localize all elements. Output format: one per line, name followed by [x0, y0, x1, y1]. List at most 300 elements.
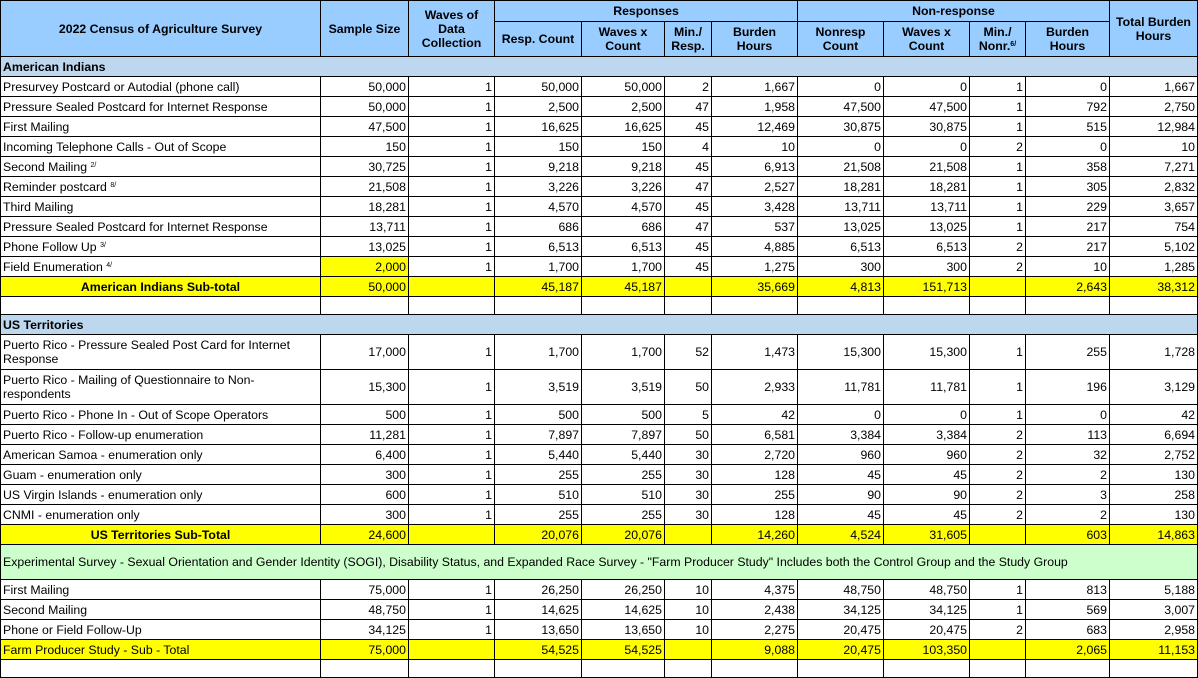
resp-count-cell: 9,218	[495, 157, 582, 177]
min-resp-cell: 47	[665, 97, 712, 117]
sample-size-cell: 6,400	[321, 445, 409, 465]
min-resp-cell: 5	[665, 405, 712, 425]
empty-cell	[665, 525, 712, 545]
nonresp-count-cell: 3,384	[798, 425, 884, 445]
sample-size-cell: 500	[321, 405, 409, 425]
nonresp-count-cell: 4,813	[798, 277, 884, 297]
min-resp-cell: 10	[665, 600, 712, 620]
min-resp-cell: 50	[665, 370, 712, 405]
table-row	[1, 335, 1198, 370]
burden-hours-cell: 14,260	[712, 525, 798, 545]
sample-size-cell: 300	[321, 465, 409, 485]
nonresp-count-cell: 21,508	[798, 157, 884, 177]
nonresp-waves-x-count-cell: 0	[884, 77, 970, 97]
sample-size-cell: 48,750	[321, 600, 409, 620]
nonresp-count-cell: 960	[798, 445, 884, 465]
sample-size-cell: 75,000	[321, 580, 409, 600]
total-burden-cell: 14,863	[1110, 525, 1198, 545]
nonresp-waves-x-count-cell: 31,605	[884, 525, 970, 545]
burden-hours-cell: 128	[712, 465, 798, 485]
min-nonr-cell: 2	[970, 505, 1026, 525]
nonresp-burden-cell: 217	[1026, 217, 1110, 237]
sample-size-cell: 75,000	[321, 640, 409, 660]
total-burden-cell: 11,153	[1110, 640, 1198, 660]
nonresp-waves-x-count-cell: 960	[884, 445, 970, 465]
nonresp-waves-x-count-cell: 300	[884, 257, 970, 277]
min-nonr-cell: 1	[970, 217, 1026, 237]
resp-count-cell: 510	[495, 485, 582, 505]
waves-x-count-cell: 26,250	[582, 580, 665, 600]
waves-x-count-cell: 3,519	[582, 370, 665, 405]
nonresp-count-cell: 47,500	[798, 97, 884, 117]
nonresp-waves-x-count-cell: 47,500	[884, 97, 970, 117]
header-sample-size: Sample Size	[321, 1, 409, 57]
empty-cell	[409, 640, 495, 660]
nonresp-burden-cell: 515	[1026, 117, 1110, 137]
waves-cell: 1	[409, 157, 495, 177]
resp-count-cell: 13,650	[495, 620, 582, 640]
min-resp-cell: 45	[665, 237, 712, 257]
burden-hours-cell: 2,275	[712, 620, 798, 640]
nonresp-count-cell: 20,475	[798, 640, 884, 660]
nonresp-waves-x-count-cell: 103,350	[884, 640, 970, 660]
burden-hours-cell: 537	[712, 217, 798, 237]
sample-size-cell: 11,281	[321, 425, 409, 445]
subtotal-label: American Indians Sub-total	[1, 277, 321, 297]
empty-cell	[970, 640, 1026, 660]
row-label: Second Mailing	[1, 600, 321, 620]
nonresp-waves-x-count-cell: 48,750	[884, 580, 970, 600]
row-label: Puerto Rico - Pressure Sealed Post Card for Internet Response	[1, 335, 321, 370]
total-burden-cell: 754	[1110, 217, 1198, 237]
table-row	[1, 370, 1198, 405]
total-burden-cell: 1,667	[1110, 77, 1198, 97]
subtotal-label: US Territories Sub-Total	[1, 525, 321, 545]
row-label: Phone or Field Follow-Up	[1, 620, 321, 640]
min-resp-cell: 30	[665, 445, 712, 465]
burden-hours-cell: 3,428	[712, 197, 798, 217]
resp-count-cell: 5,440	[495, 445, 582, 465]
table-row	[1, 117, 1198, 137]
footnote-marker: 4/	[106, 261, 113, 269]
resp-count-cell: 45,187	[495, 277, 582, 297]
section-title: Experimental Survey - Sexual Orientation and Gender Identity (SOGI), Disability Status, and Expanded Race Survey - "Farm Producer Study" Includes both the Control Group and the Study Group	[1, 545, 1198, 580]
waves-x-count-cell: 7,897	[582, 425, 665, 445]
nonresp-burden-cell: 2,643	[1026, 277, 1110, 297]
row-label: Puerto Rico - Mailing of Questionnaire to Non-respondents	[1, 370, 321, 405]
header-burden-hours: Burden Hours	[712, 22, 798, 57]
table-row	[1, 177, 1198, 197]
header-min-nonr-label: Min./ Nonr.	[978, 25, 1012, 53]
burden-hours-cell: 10	[712, 137, 798, 157]
waves-cell: 1	[409, 370, 495, 405]
section-title: US Territories	[1, 315, 1198, 335]
nonresp-burden-cell: 2	[1026, 505, 1110, 525]
header-total-burden: Total Burden Hours	[1110, 1, 1198, 57]
min-resp-cell: 10	[665, 620, 712, 640]
spacer-row	[1, 297, 1198, 315]
sample-size-cell: 50,000	[321, 97, 409, 117]
total-burden-cell: 12,984	[1110, 117, 1198, 137]
nonresp-waves-x-count-cell: 11,781	[884, 370, 970, 405]
nonresp-waves-x-count-cell: 21,508	[884, 157, 970, 177]
resp-count-cell: 3,519	[495, 370, 582, 405]
waves-x-count-cell: 1,700	[582, 335, 665, 370]
burden-hours-cell: 4,885	[712, 237, 798, 257]
min-resp-cell: 50	[665, 425, 712, 445]
nonresp-count-cell: 15,300	[798, 335, 884, 370]
header-nonresp-count: Nonresp Count	[798, 22, 884, 57]
resp-count-cell: 4,570	[495, 197, 582, 217]
min-resp-cell: 45	[665, 157, 712, 177]
row-label-text: Second Mailing	[3, 159, 88, 174]
resp-count-cell: 14,625	[495, 600, 582, 620]
nonresp-waves-x-count-cell: 151,713	[884, 277, 970, 297]
table-row	[1, 485, 1198, 505]
sample-size-cell: 21,508	[321, 177, 409, 197]
total-burden-cell: 1,728	[1110, 335, 1198, 370]
min-nonr-cell: 2	[970, 445, 1026, 465]
waves-x-count-cell: 14,625	[582, 600, 665, 620]
burden-hours-cell: 6,913	[712, 157, 798, 177]
nonresp-waves-x-count-cell: 0	[884, 405, 970, 425]
sample-size-cell: 47,500	[321, 117, 409, 137]
row-label: First Mailing	[1, 580, 321, 600]
row-label	[1, 177, 321, 197]
nonresp-count-cell: 0	[798, 137, 884, 157]
row-label: American Samoa - enumeration only	[1, 445, 321, 465]
waves-cell: 1	[409, 77, 495, 97]
resp-count-cell: 26,250	[495, 580, 582, 600]
table-row	[1, 237, 1198, 257]
empty-cell	[665, 277, 712, 297]
total-burden-cell: 3,007	[1110, 600, 1198, 620]
row-label	[1, 157, 321, 177]
min-nonr-cell: 1	[970, 405, 1026, 425]
total-burden-cell: 7,271	[1110, 157, 1198, 177]
empty-cell	[409, 277, 495, 297]
waves-x-count-cell: 20,076	[582, 525, 665, 545]
section-header-row	[1, 315, 1198, 335]
waves-cell: 1	[409, 117, 495, 137]
total-burden-cell: 38,312	[1110, 277, 1198, 297]
min-nonr-cell: 1	[970, 335, 1026, 370]
table-row	[1, 425, 1198, 445]
burden-hours-cell: 128	[712, 505, 798, 525]
burden-hours-cell: 1,667	[712, 77, 798, 97]
sample-size-cell: 13,711	[321, 217, 409, 237]
waves-x-count-cell: 54,525	[582, 640, 665, 660]
waves-x-count-cell: 9,218	[582, 157, 665, 177]
total-burden-cell: 3,129	[1110, 370, 1198, 405]
nonresp-count-cell: 45	[798, 465, 884, 485]
section-title: American Indians	[1, 57, 1198, 77]
burden-hours-cell: 1,473	[712, 335, 798, 370]
empty-cell	[970, 525, 1026, 545]
waves-x-count-cell: 3,226	[582, 177, 665, 197]
min-nonr-cell: 1	[970, 177, 1026, 197]
subtotal-row	[1, 640, 1198, 660]
nonresp-burden-cell: 0	[1026, 77, 1110, 97]
waves-cell: 1	[409, 257, 495, 277]
nonresp-waves-x-count-cell: 34,125	[884, 600, 970, 620]
resp-count-cell: 1,700	[495, 257, 582, 277]
sample-size-cell: 600	[321, 485, 409, 505]
resp-count-cell: 3,226	[495, 177, 582, 197]
footnote-marker: 6/	[1010, 41, 1017, 48]
section-header-row	[1, 545, 1198, 580]
nonresp-burden-cell: 217	[1026, 237, 1110, 257]
total-burden-cell: 130	[1110, 465, 1198, 485]
empty-cell	[409, 525, 495, 545]
resp-count-cell: 686	[495, 217, 582, 237]
resp-count-cell: 2,500	[495, 97, 582, 117]
sample-size-cell: 50,000	[321, 277, 409, 297]
header-min-nonr	[970, 22, 1026, 57]
waves-cell: 1	[409, 237, 495, 257]
waves-cell: 1	[409, 335, 495, 370]
row-label: Puerto Rico - Phone In - Out of Scope Operators	[1, 405, 321, 425]
total-burden-cell: 2,832	[1110, 177, 1198, 197]
subtotal-label: Farm Producer Study - Sub - Total	[1, 640, 321, 660]
burden-hours-cell: 2,438	[712, 600, 798, 620]
nonresp-burden-cell: 813	[1026, 580, 1110, 600]
empty-cell	[665, 640, 712, 660]
waves-cell: 1	[409, 445, 495, 465]
nonresp-waves-x-count-cell: 20,475	[884, 620, 970, 640]
nonresp-count-cell: 6,513	[798, 237, 884, 257]
min-resp-cell: 47	[665, 177, 712, 197]
empty-cell	[970, 277, 1026, 297]
row-label	[1, 237, 321, 257]
subtotal-row	[1, 277, 1198, 297]
table-row	[1, 137, 1198, 157]
sample-size-cell: 13,025	[321, 237, 409, 257]
resp-count-cell: 255	[495, 465, 582, 485]
total-burden-cell: 6,694	[1110, 425, 1198, 445]
min-resp-cell: 45	[665, 197, 712, 217]
min-nonr-cell: 2	[970, 465, 1026, 485]
header-responses: Responses	[495, 1, 798, 22]
row-label: Pressure Sealed Postcard for Internet Response	[1, 217, 321, 237]
table-row	[1, 465, 1198, 485]
burden-hours-cell: 1,275	[712, 257, 798, 277]
row-label-text: Reminder postcard	[3, 179, 107, 194]
total-burden-cell: 2,752	[1110, 445, 1198, 465]
waves-cell: 1	[409, 405, 495, 425]
resp-count-cell: 255	[495, 505, 582, 525]
section-header-row	[1, 57, 1198, 77]
sample-size-cell: 150	[321, 137, 409, 157]
min-resp-cell: 52	[665, 335, 712, 370]
footnote-marker: 2/	[90, 161, 97, 169]
nonresp-burden-cell: 358	[1026, 157, 1110, 177]
sample-size-cell: 18,281	[321, 197, 409, 217]
nonresp-count-cell: 13,711	[798, 197, 884, 217]
total-burden-cell: 10	[1110, 137, 1198, 157]
min-nonr-cell: 1	[970, 97, 1026, 117]
nonresp-burden-cell: 2,065	[1026, 640, 1110, 660]
row-label: First Mailing	[1, 117, 321, 137]
waves-x-count-cell: 150	[582, 137, 665, 157]
row-label-text: Field Enumeration	[3, 259, 103, 274]
min-nonr-cell: 2	[970, 485, 1026, 505]
row-label: Pressure Sealed Postcard for Internet Response	[1, 97, 321, 117]
waves-x-count-cell: 50,000	[582, 77, 665, 97]
nonresp-burden-cell: 229	[1026, 197, 1110, 217]
nonresp-waves-x-count-cell: 6,513	[884, 237, 970, 257]
min-resp-cell: 4	[665, 137, 712, 157]
total-burden-cell: 42	[1110, 405, 1198, 425]
burden-hours-cell: 2,527	[712, 177, 798, 197]
nonresp-waves-x-count-cell: 90	[884, 485, 970, 505]
min-nonr-cell: 2	[970, 257, 1026, 277]
min-resp-cell: 47	[665, 217, 712, 237]
total-burden-cell: 130	[1110, 505, 1198, 525]
waves-x-count-cell: 6,513	[582, 237, 665, 257]
waves-x-count-cell: 255	[582, 465, 665, 485]
min-resp-cell: 2	[665, 77, 712, 97]
row-label: Third Mailing	[1, 197, 321, 217]
total-burden-cell: 258	[1110, 485, 1198, 505]
sample-size-cell: 34,125	[321, 620, 409, 640]
waves-cell: 1	[409, 505, 495, 525]
nonresp-burden-cell: 792	[1026, 97, 1110, 117]
waves-x-count-cell: 255	[582, 505, 665, 525]
resp-count-cell: 6,513	[495, 237, 582, 257]
table-row	[1, 580, 1198, 600]
waves-x-count-cell: 510	[582, 485, 665, 505]
resp-count-cell: 1,700	[495, 335, 582, 370]
burden-hours-cell: 6,581	[712, 425, 798, 445]
burden-hours-cell: 9,088	[712, 640, 798, 660]
table-row	[1, 405, 1198, 425]
row-label: Presurvey Postcard or Autodial (phone call)	[1, 77, 321, 97]
header-waves-x-count: Waves x Count	[582, 22, 665, 57]
resp-count-cell: 54,525	[495, 640, 582, 660]
table-row	[1, 257, 1198, 277]
row-label	[1, 257, 321, 277]
row-label: Incoming Telephone Calls - Out of Scope	[1, 137, 321, 157]
total-burden-cell: 3,657	[1110, 197, 1198, 217]
nonresp-waves-x-count-cell: 30,875	[884, 117, 970, 137]
nonresp-burden-cell: 3	[1026, 485, 1110, 505]
waves-x-count-cell: 1,700	[582, 257, 665, 277]
header-min-resp: Min./ Resp.	[665, 22, 712, 57]
nonresp-count-cell: 18,281	[798, 177, 884, 197]
min-nonr-cell: 1	[970, 197, 1026, 217]
nonresp-count-cell: 0	[798, 405, 884, 425]
nonresp-count-cell: 11,781	[798, 370, 884, 405]
total-burden-cell: 2,958	[1110, 620, 1198, 640]
nonresp-count-cell: 48,750	[798, 580, 884, 600]
table-row	[1, 505, 1198, 525]
nonresp-burden-cell: 113	[1026, 425, 1110, 445]
min-resp-cell: 45	[665, 257, 712, 277]
burden-hours-cell: 255	[712, 485, 798, 505]
nonresp-count-cell: 13,025	[798, 217, 884, 237]
nonresp-waves-x-count-cell: 13,711	[884, 197, 970, 217]
header-resp-count: Resp. Count	[495, 22, 582, 57]
table-row	[1, 157, 1198, 177]
row-label: Guam - enumeration only	[1, 465, 321, 485]
waves-x-count-cell: 500	[582, 405, 665, 425]
nonresp-burden-cell: 569	[1026, 600, 1110, 620]
waves-x-count-cell: 2,500	[582, 97, 665, 117]
sample-size-cell: 50,000	[321, 77, 409, 97]
nonresp-count-cell: 90	[798, 485, 884, 505]
resp-count-cell: 7,897	[495, 425, 582, 445]
min-nonr-cell: 2	[970, 137, 1026, 157]
min-nonr-cell: 1	[970, 370, 1026, 405]
min-resp-cell: 45	[665, 117, 712, 137]
waves-x-count-cell: 5,440	[582, 445, 665, 465]
sample-size-cell: 300	[321, 505, 409, 525]
waves-cell: 1	[409, 137, 495, 157]
nonresp-count-cell: 45	[798, 505, 884, 525]
table-row	[1, 197, 1198, 217]
row-label-text: Phone Follow Up	[3, 239, 97, 254]
row-label: Puerto Rico - Follow-up enumeration	[1, 425, 321, 445]
waves-cell: 1	[409, 620, 495, 640]
waves-x-count-cell: 45,187	[582, 277, 665, 297]
table-row	[1, 97, 1198, 117]
nonresp-burden-cell: 0	[1026, 405, 1110, 425]
nonresp-count-cell: 4,524	[798, 525, 884, 545]
burden-hours-cell: 35,669	[712, 277, 798, 297]
burden-hours-cell: 2,933	[712, 370, 798, 405]
burden-hours-cell: 1,958	[712, 97, 798, 117]
nonresp-burden-cell: 255	[1026, 335, 1110, 370]
header-nonresponse: Non-response	[798, 1, 1110, 22]
nonresp-count-cell: 30,875	[798, 117, 884, 137]
min-nonr-cell: 2	[970, 237, 1026, 257]
nonresp-waves-x-count-cell: 45	[884, 505, 970, 525]
waves-cell: 1	[409, 465, 495, 485]
resp-count-cell: 500	[495, 405, 582, 425]
nonresp-waves-x-count-cell: 13,025	[884, 217, 970, 237]
waves-x-count-cell: 686	[582, 217, 665, 237]
row-label: US Virgin Islands - enumeration only	[1, 485, 321, 505]
min-resp-cell: 30	[665, 485, 712, 505]
table-row	[1, 77, 1198, 97]
header-nonresp-waves-x-count: Waves x Count	[884, 22, 970, 57]
header-nonresp-burden-hours: Burden Hours	[1026, 22, 1110, 57]
nonresp-count-cell: 20,475	[798, 620, 884, 640]
sample-size-cell: 30,725	[321, 157, 409, 177]
nonresp-burden-cell: 196	[1026, 370, 1110, 405]
min-nonr-cell: 1	[970, 117, 1026, 137]
waves-x-count-cell: 16,625	[582, 117, 665, 137]
sample-size-cell: 24,600	[321, 525, 409, 545]
sample-size-cell: 15,300	[321, 370, 409, 405]
nonresp-burden-cell: 10	[1026, 257, 1110, 277]
min-nonr-cell: 2	[970, 620, 1026, 640]
min-resp-cell: 30	[665, 505, 712, 525]
nonresp-burden-cell: 32	[1026, 445, 1110, 465]
nonresp-burden-cell: 603	[1026, 525, 1110, 545]
min-nonr-cell: 1	[970, 77, 1026, 97]
nonresp-burden-cell: 2	[1026, 465, 1110, 485]
waves-cell: 1	[409, 97, 495, 117]
total-burden-cell: 5,188	[1110, 580, 1198, 600]
resp-count-cell: 150	[495, 137, 582, 157]
waves-x-count-cell: 13,650	[582, 620, 665, 640]
nonresp-waves-x-count-cell: 45	[884, 465, 970, 485]
nonresp-waves-x-count-cell: 0	[884, 137, 970, 157]
sample-size-cell: 2,000	[321, 257, 409, 277]
header-waves: Waves of Data Collection	[409, 1, 495, 57]
